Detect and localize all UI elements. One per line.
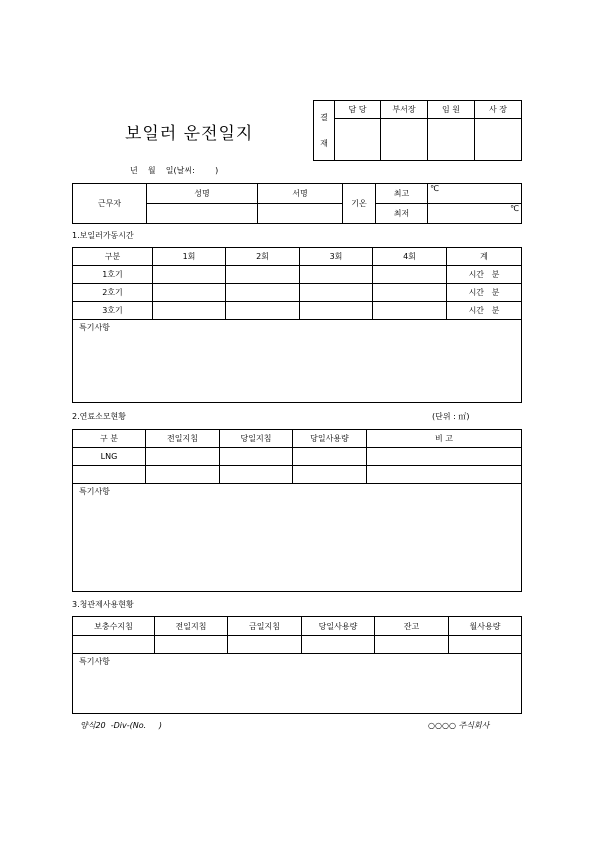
approval-table	[313, 100, 522, 161]
date-weather-line: 년 월 일(날씨: )	[130, 166, 219, 175]
approval-label-bottom: 재	[320, 138, 328, 148]
op-cell[interactable]	[373, 266, 447, 284]
op-notes-label: 특기사항	[79, 323, 110, 332]
wt-notes-field[interactable]	[73, 654, 522, 714]
fuel-cell[interactable]	[293, 448, 367, 466]
op-cell[interactable]	[300, 266, 373, 284]
op-total-cell[interactable]: 시간 분	[447, 302, 522, 320]
op-cell[interactable]	[226, 266, 300, 284]
section3-title: 3.청관제사용현황	[72, 600, 134, 609]
approval-header-dept-head: 부서장	[381, 101, 428, 119]
wt-header-monthly: 월사용량	[449, 617, 522, 636]
op-cell[interactable]	[153, 266, 226, 284]
op-total-cell[interactable]: 시간 분	[447, 284, 522, 302]
footer-form-number: 양식20 -Div-(No. )	[80, 721, 162, 730]
worker-label: 근무자	[73, 184, 147, 224]
wt-header-makeup: 보충수지침	[73, 617, 155, 636]
wt-cell[interactable]	[155, 636, 228, 654]
fuel-cell[interactable]	[220, 466, 293, 484]
op-cell[interactable]	[153, 284, 226, 302]
name-header: 성명	[147, 184, 258, 204]
min-temp-field[interactable]	[428, 204, 522, 224]
temperature-label: 기온	[343, 184, 376, 224]
op-cell[interactable]	[373, 284, 447, 302]
worker-info-table	[72, 183, 522, 224]
op-cell[interactable]	[153, 302, 226, 320]
fuel-header-division: 구 분	[73, 430, 146, 448]
wt-header-balance: 잔고	[375, 617, 449, 636]
approval-header-manager: 담 당	[335, 101, 381, 119]
max-temp-field[interactable]	[428, 184, 522, 204]
fuel-header-today: 당일지침	[220, 430, 293, 448]
fuel-row-label-blank[interactable]	[73, 466, 146, 484]
approval-sign-dept-head[interactable]	[381, 119, 428, 161]
fuel-header-usage: 당일사용량	[293, 430, 367, 448]
approval-sign-executive[interactable]	[428, 119, 475, 161]
document-title: 보일러 운전일지	[125, 124, 254, 144]
wt-header-today: 금일지침	[228, 617, 302, 636]
fuel-unit-label: (단위 : ㎥)	[432, 412, 470, 421]
wt-cell[interactable]	[375, 636, 449, 654]
wt-header-prev: 전일지침	[155, 617, 228, 636]
op-header-division: 구분	[73, 248, 153, 266]
op-header-total: 계	[447, 248, 522, 266]
op-header-2: 2회	[226, 248, 300, 266]
fuel-cell[interactable]	[367, 448, 522, 466]
fuel-notes-field[interactable]	[73, 484, 522, 592]
approval-header-president: 사 장	[475, 101, 522, 119]
op-cell[interactable]	[226, 284, 300, 302]
op-notes-field[interactable]	[73, 320, 522, 403]
op-header-1: 1회	[153, 248, 226, 266]
celsius-unit-top: ℃	[430, 184, 439, 193]
wt-notes-label: 특기사항	[79, 657, 110, 666]
sign-header: 서명	[258, 184, 343, 204]
operation-time-table	[72, 247, 522, 403]
approval-header-executive: 임 원	[428, 101, 475, 119]
section1-title: 1.보일러가동시간	[72, 231, 134, 240]
fuel-cell[interactable]	[146, 448, 220, 466]
approval-label-top: 결	[320, 112, 328, 122]
fuel-consumption-table	[72, 429, 522, 592]
water-treatment-table	[72, 616, 522, 714]
op-total-cell[interactable]: 시간 분	[447, 266, 522, 284]
fuel-row-label-lng: LNG	[73, 448, 146, 466]
wt-cell[interactable]	[73, 636, 155, 654]
op-cell[interactable]	[300, 302, 373, 320]
wt-header-usage: 당일사용량	[302, 617, 375, 636]
op-row-label-1: 1호기	[73, 266, 153, 284]
name-field[interactable]	[147, 204, 258, 224]
fuel-cell[interactable]	[293, 466, 367, 484]
op-cell[interactable]	[373, 302, 447, 320]
fuel-notes-label: 특기사항	[79, 487, 110, 496]
fuel-header-remarks: 비 고	[367, 430, 522, 448]
op-header-4: 4회	[373, 248, 447, 266]
sign-field[interactable]	[258, 204, 343, 224]
footer-company: ○○○○ 주식회사	[428, 721, 490, 730]
approval-side-label	[314, 101, 335, 161]
celsius-unit-bottom: ℃	[510, 204, 519, 213]
op-cell[interactable]	[226, 302, 300, 320]
section2-title: 2.연료소모현황	[72, 412, 127, 421]
op-row-label-2: 2호기	[73, 284, 153, 302]
fuel-cell[interactable]	[220, 448, 293, 466]
approval-sign-manager[interactable]	[335, 119, 381, 161]
approval-sign-president[interactable]	[475, 119, 522, 161]
op-row-label-3: 3호기	[73, 302, 153, 320]
op-cell[interactable]	[300, 284, 373, 302]
wt-cell[interactable]	[302, 636, 375, 654]
wt-cell[interactable]	[449, 636, 522, 654]
wt-cell[interactable]	[228, 636, 302, 654]
min-temp-label: 최저	[376, 204, 428, 224]
fuel-cell[interactable]	[146, 466, 220, 484]
fuel-cell[interactable]	[367, 466, 522, 484]
max-temp-label: 최고	[376, 184, 428, 204]
fuel-header-prev: 전일지침	[146, 430, 220, 448]
op-header-3: 3회	[300, 248, 373, 266]
